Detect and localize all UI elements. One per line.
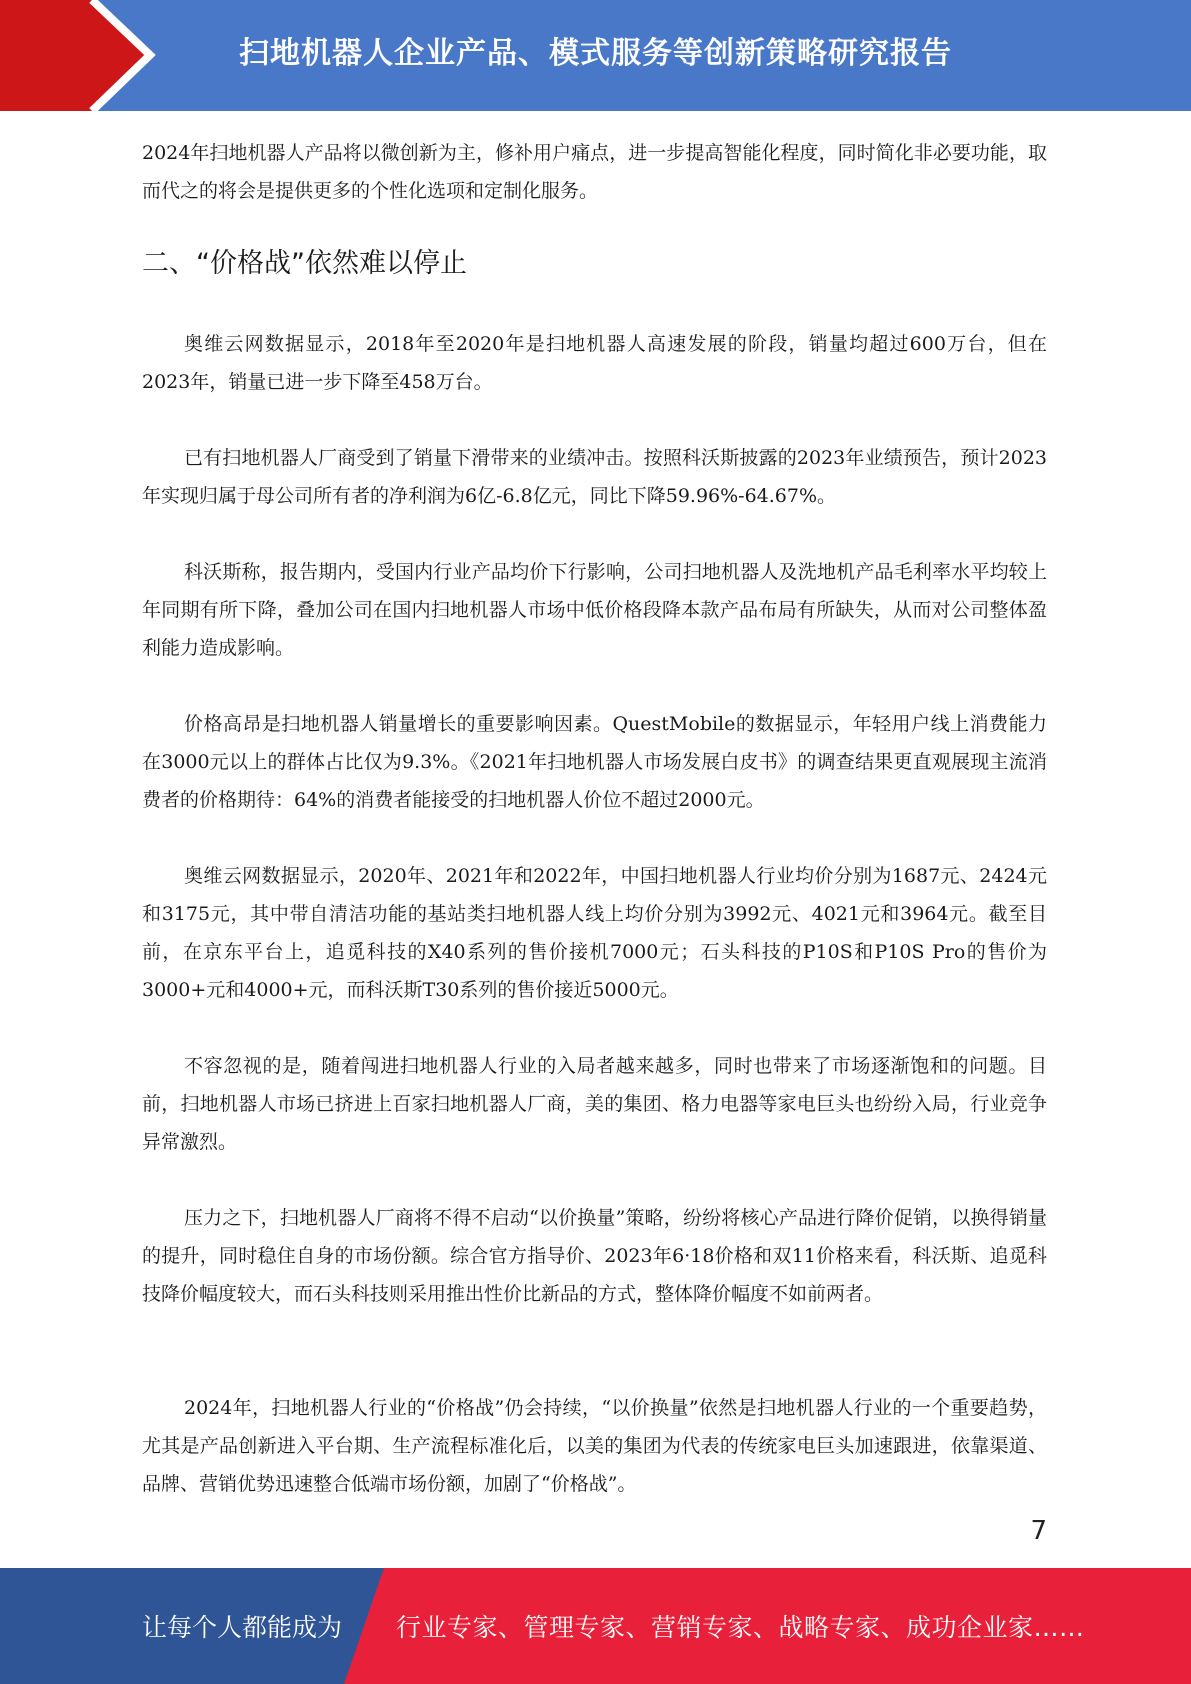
body-paragraph: 奥维云网数据显示，2018年至2020年是扫地机器人高速发展的阶段，销量均超过600万台，但在2023年，销量已进一步下降至458万台。 [142, 333, 1047, 393]
body-paragraph: 科沃斯称，报告期内，受国内行业产品均价下行影响，公司扫地机器人及洗地机产品毛利率水平均较上年同期有所下降，叠加公司在国内扫地机器人市场中低价格段降本款产品布局有所缺失，从而对公司整体盈利能力造成影响。 [142, 561, 1047, 659]
body-paragraph: 压力之下，扫地机器人厂商将不得不启动“以价换量”策略，纷纷将核心产品进行降价促销，以换得销量的提升，同时稳住自身的市场份额。综合官方指导价、2023年6·18价格和双11价格来看，科沃斯、追觅科技降价幅度较大，而石头科技则采用推出性价比新品的方式，整体降价幅度不如前两者。 [142, 1207, 1047, 1305]
body-paragraph: 不容忽视的是，随着闯进扫地机器人行业的入局者越来越多，同时也带来了市场逐渐饱和的问题。目前，扫地机器人市场已挤进上百家扫地机器人厂商，美的集团、格力电器等家电巨头也纷纷入局，行业竞争异常激烈。 [142, 1055, 1047, 1153]
footer-slogan-left: 让每个人都能成为 [142, 1613, 343, 1642]
body-paragraph: 价格高昂是扫地机器人销量增长的重要影响因素。QuestMobile的数据显示，年轻用户线上消费能力在3000元以上的群体占比仅为9.3%。《2021年扫地机器人市场发展白皮书》的调查结果更直观展现主流消费者的价格期待：64%的消费者能接受的扫地机器人价位不超过2000元。 [142, 713, 1047, 811]
body-paragraph: 2024年，扫地机器人行业的“价格战”仍会持续，“以价换量”依然是扫地机器人行业的一个重要趋势，尤其是产品创新进入平台期、生产流程标准化后，以美的集团为代表的传统家电巨头加速跟进，依靠渠道、品牌、营销优势迅速整合低端市场份额，加剧了“价格战”。 [142, 1397, 1047, 1495]
header-banner [0, 0, 1191, 111]
body-paragraph: 奥维云网数据显示，2020年、2021年和2022年，中国扫地机器人行业均价分别为1687元、2424元和3175元，其中带自清洁功能的基站类扫地机器人线上均价分别为3992元、4021元和3964元。截至目前，在京东平台上，追觅科技的X40系列的售价接机7000元；石头科技的P10S和P10S Pro的售价为3000+元和4000+元，而科沃斯T30系列的售价接近5000元。 [142, 865, 1047, 1001]
footer-slogan-right: 行业专家、管理专家、营销专家、战略专家、成功企业家…… [396, 1613, 1085, 1642]
intro-paragraph: 2024年扫地机器人产品将以微创新为主，修补用户痛点，进一步提高智能化程度，同时简化非必要功能，取而代之的将会是提供更多的个性化选项和定制化服务。 [142, 142, 1047, 202]
header-arrow-decoration [0, 0, 160, 111]
body-paragraph: 已有扫地机器人厂商受到了销量下滑带来的业绩冲击。按照科沃斯披露的2023年业绩预告，预计2023年实现归属于母公司所有者的净利润为6亿-6.8亿元，同比下降59.96%-64.67%。 [142, 447, 1047, 507]
report-title: 扫地机器人企业产品、模式服务等创新策略研究报告 [239, 36, 952, 71]
section-heading: 二、“价格战”依然难以停止 [142, 248, 467, 279]
page-number: 7 [1030, 1516, 1047, 1546]
